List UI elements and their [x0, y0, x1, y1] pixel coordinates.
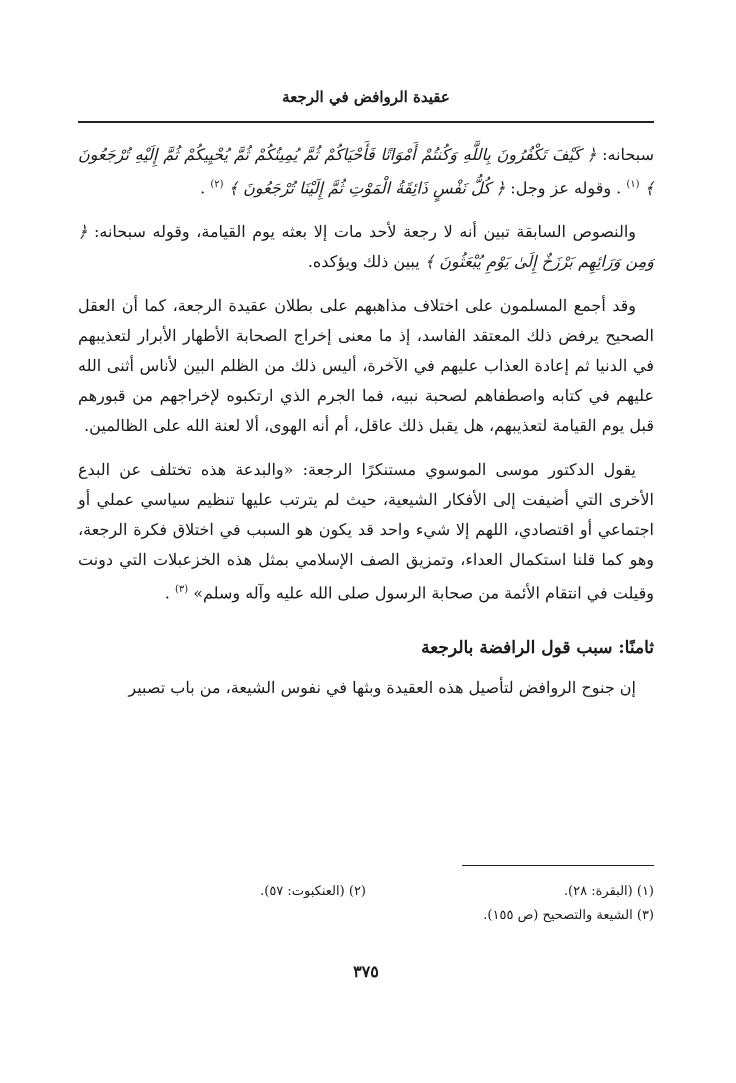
- footnote-1-text: (البقرة: ٢٨).: [563, 884, 633, 899]
- paragraph-1: [78, 140, 654, 203]
- paragraph-1-end: .: [200, 178, 206, 198]
- section-paragraph: إن جنوح الروافض لتأصيل هذه العقيدة وبثها في نفوس الشيعة، من باب تصبير: [128, 677, 636, 697]
- footnote-2-text: (العنكبوت: ٥٧).: [260, 884, 345, 899]
- footnote-rule: [462, 865, 654, 866]
- paragraph-1-lead: سبحانه:: [596, 145, 654, 164]
- quran-verse-1: ﴿ كَيْفَ تَكْفُرُونَ بِاللَّهِ وَكُنتُمْ أَمْوَاتًا فَأَحْيَاكُمْ ثُمَّ يُمِيتُكُمْ ثُمَّ يُحْيِيكُمْ ثُمَّ إِلَيْهِ تُرْجَعُونَ ﴾: [78, 145, 654, 198]
- section-heading: ثامنًا: سبب قول الرافضة بالرجعة: [421, 637, 654, 658]
- paragraph-2-end: يبين ذلك ويؤكده.: [307, 252, 420, 272]
- footnote-ref-1[interactable]: (١): [626, 179, 640, 190]
- footnote-ref-3[interactable]: (٣): [174, 584, 189, 596]
- paragraph-4: [78, 455, 654, 608]
- paragraph-3: وقد أجمع المسلمون على اختلاف مذاهبهم على بطلان عقيدة الرجعة، كما أن العقل الصحيح يرفض ذلك المعتقد الفاسد، إذ ما معنى إخراج الصحابة الأطهار الأبرار لتعذيبهم في الدنيا ثم إعادة العذاب عليهم في الآخرة، أليس ذلك من الظلم البين لأناس أثنى الله عليهم في كتابه واصطفاهم لصحبة نبيه، فما الجرم الذي ارتكبوه لإخراجهم من قبورهم قبل يوم القيامة لتعذيبهم، هل يقبل ذلك عاقل، أم أنه الهوى، ألا لعنة الله على الظالمين.: [78, 296, 655, 436]
- footnote-3-text: الشيعة والتصحيح (ص ١٥٥).: [483, 908, 633, 923]
- footnote-row: [78, 904, 654, 928]
- header-rule: [78, 121, 654, 123]
- footnotes: [78, 880, 654, 928]
- footnote-1: [366, 880, 654, 904]
- footnote-3: [483, 904, 654, 928]
- footnote-1-number: (١): [636, 884, 654, 899]
- footnote-row: [78, 880, 654, 904]
- footnote-ref-2[interactable]: (٢): [210, 179, 224, 190]
- footnote-3-number: (٣): [636, 908, 654, 923]
- main-text: [78, 140, 654, 717]
- paragraph-4-quote: يقول الدكتور موسى الموسوي مستنكرًا الرجعة: «والبدعة هذه تختلف عن البدع الأخرى التي أضيفت إلى الأفكار الشيعية، حيث لم يترتب عليها تنظيم سياسي عملي أو اجتماعي أو اقتصادي، اللهم إلا شيء واحد قد يكون هو السبب في اختلاق فكرة الرجعة، وهو كما قلنا استكمال العداء، وتمزيق الصف الإسلامي بمثل هذه الخزعبلات التي دونت وقيلت في انتقام الأئمة من صحابة الرسول صلى الله عليه وآله وسلم»: [78, 460, 654, 603]
- header-title: عقيدة الروافض في الرجعة: [282, 88, 450, 106]
- quran-verse-2: ﴿ كُلُّ نَفْسٍ ذَائِقَةُ الْمَوْتِ ثُمَّ إِلَيْنَا تُرْجَعُونَ ﴾: [228, 178, 506, 198]
- footnote-2-number: (٢): [348, 884, 366, 899]
- paragraph-1-middle: . وقوله عز وجل:: [505, 178, 622, 198]
- paragraph-2: [78, 217, 654, 277]
- paragraph-2-lead: والنصوص السابقة تبين أنه لا رجعة لأحد مات إلا بعثه يوم القيامة، وقوله سبحانه:: [87, 222, 636, 242]
- running-header: [78, 88, 654, 118]
- page-number: ٣٧٥: [353, 962, 379, 981]
- quran-verse-3: ﴿ وَمِن وَرَائِهِم بَرْزَخٌ إِلَىٰ يَوْمِ يُبْعَثُونَ ﴾: [78, 222, 654, 272]
- paragraph-4-end: .: [164, 583, 170, 603]
- footnote-2: [78, 880, 366, 904]
